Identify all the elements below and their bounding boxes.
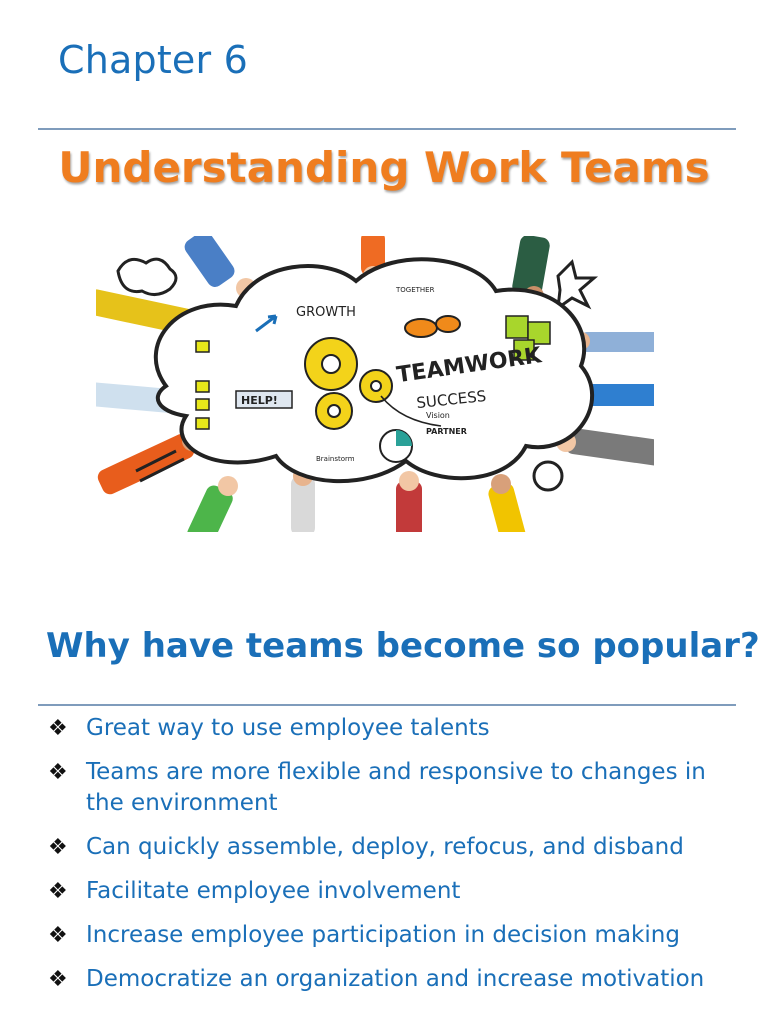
- bullet-diamond-icon: ❖: [48, 716, 68, 741]
- list-item: ❖ Facilitate employee involvement: [48, 876, 728, 907]
- label-teamwork: TEAMWORK: [395, 343, 544, 389]
- orange-bubble: [405, 319, 437, 337]
- label-partner: PARTNER: [426, 427, 467, 436]
- label-success: SUCCESS: [415, 386, 488, 413]
- label-brainstorm: Brainstorm: [316, 455, 355, 463]
- list-item: ❖ Increase employee participation in decision making: [48, 920, 728, 951]
- teamwork-illustration: [96, 236, 654, 532]
- bullet-diamond-icon: ❖: [48, 879, 68, 904]
- list-item: ❖ Teams are more flexible and responsive to changes in the environment: [48, 759, 706, 816]
- list-item: ❖ Can quickly assemble, deploy, refocus, and disband: [48, 832, 728, 863]
- page-title: Understanding Work Teams: [58, 143, 710, 192]
- bullet-list: [48, 713, 728, 1008]
- section-heading: Why have teams become so popular?: [46, 626, 760, 666]
- puzzle-icon: [506, 316, 528, 338]
- label-growth: GROWTH: [296, 305, 356, 320]
- bullet-diamond-icon: ❖: [48, 760, 68, 785]
- label-together: TOGETHER: [396, 286, 435, 294]
- section-divider: [38, 704, 736, 706]
- label-vision: Vision: [426, 411, 450, 420]
- top-divider: [38, 128, 736, 130]
- bullet-diamond-icon: ❖: [48, 923, 68, 948]
- list-item: ❖ Democratize an organization and increase motivation: [48, 964, 728, 995]
- chapter-heading: Chapter 6: [58, 38, 248, 82]
- bullet-diamond-icon: ❖: [48, 835, 68, 860]
- bullet-diamond-icon: ❖: [48, 967, 68, 992]
- list-item: ❖ Great way to use employee talents: [48, 713, 728, 744]
- label-help: HELP!: [241, 394, 278, 407]
